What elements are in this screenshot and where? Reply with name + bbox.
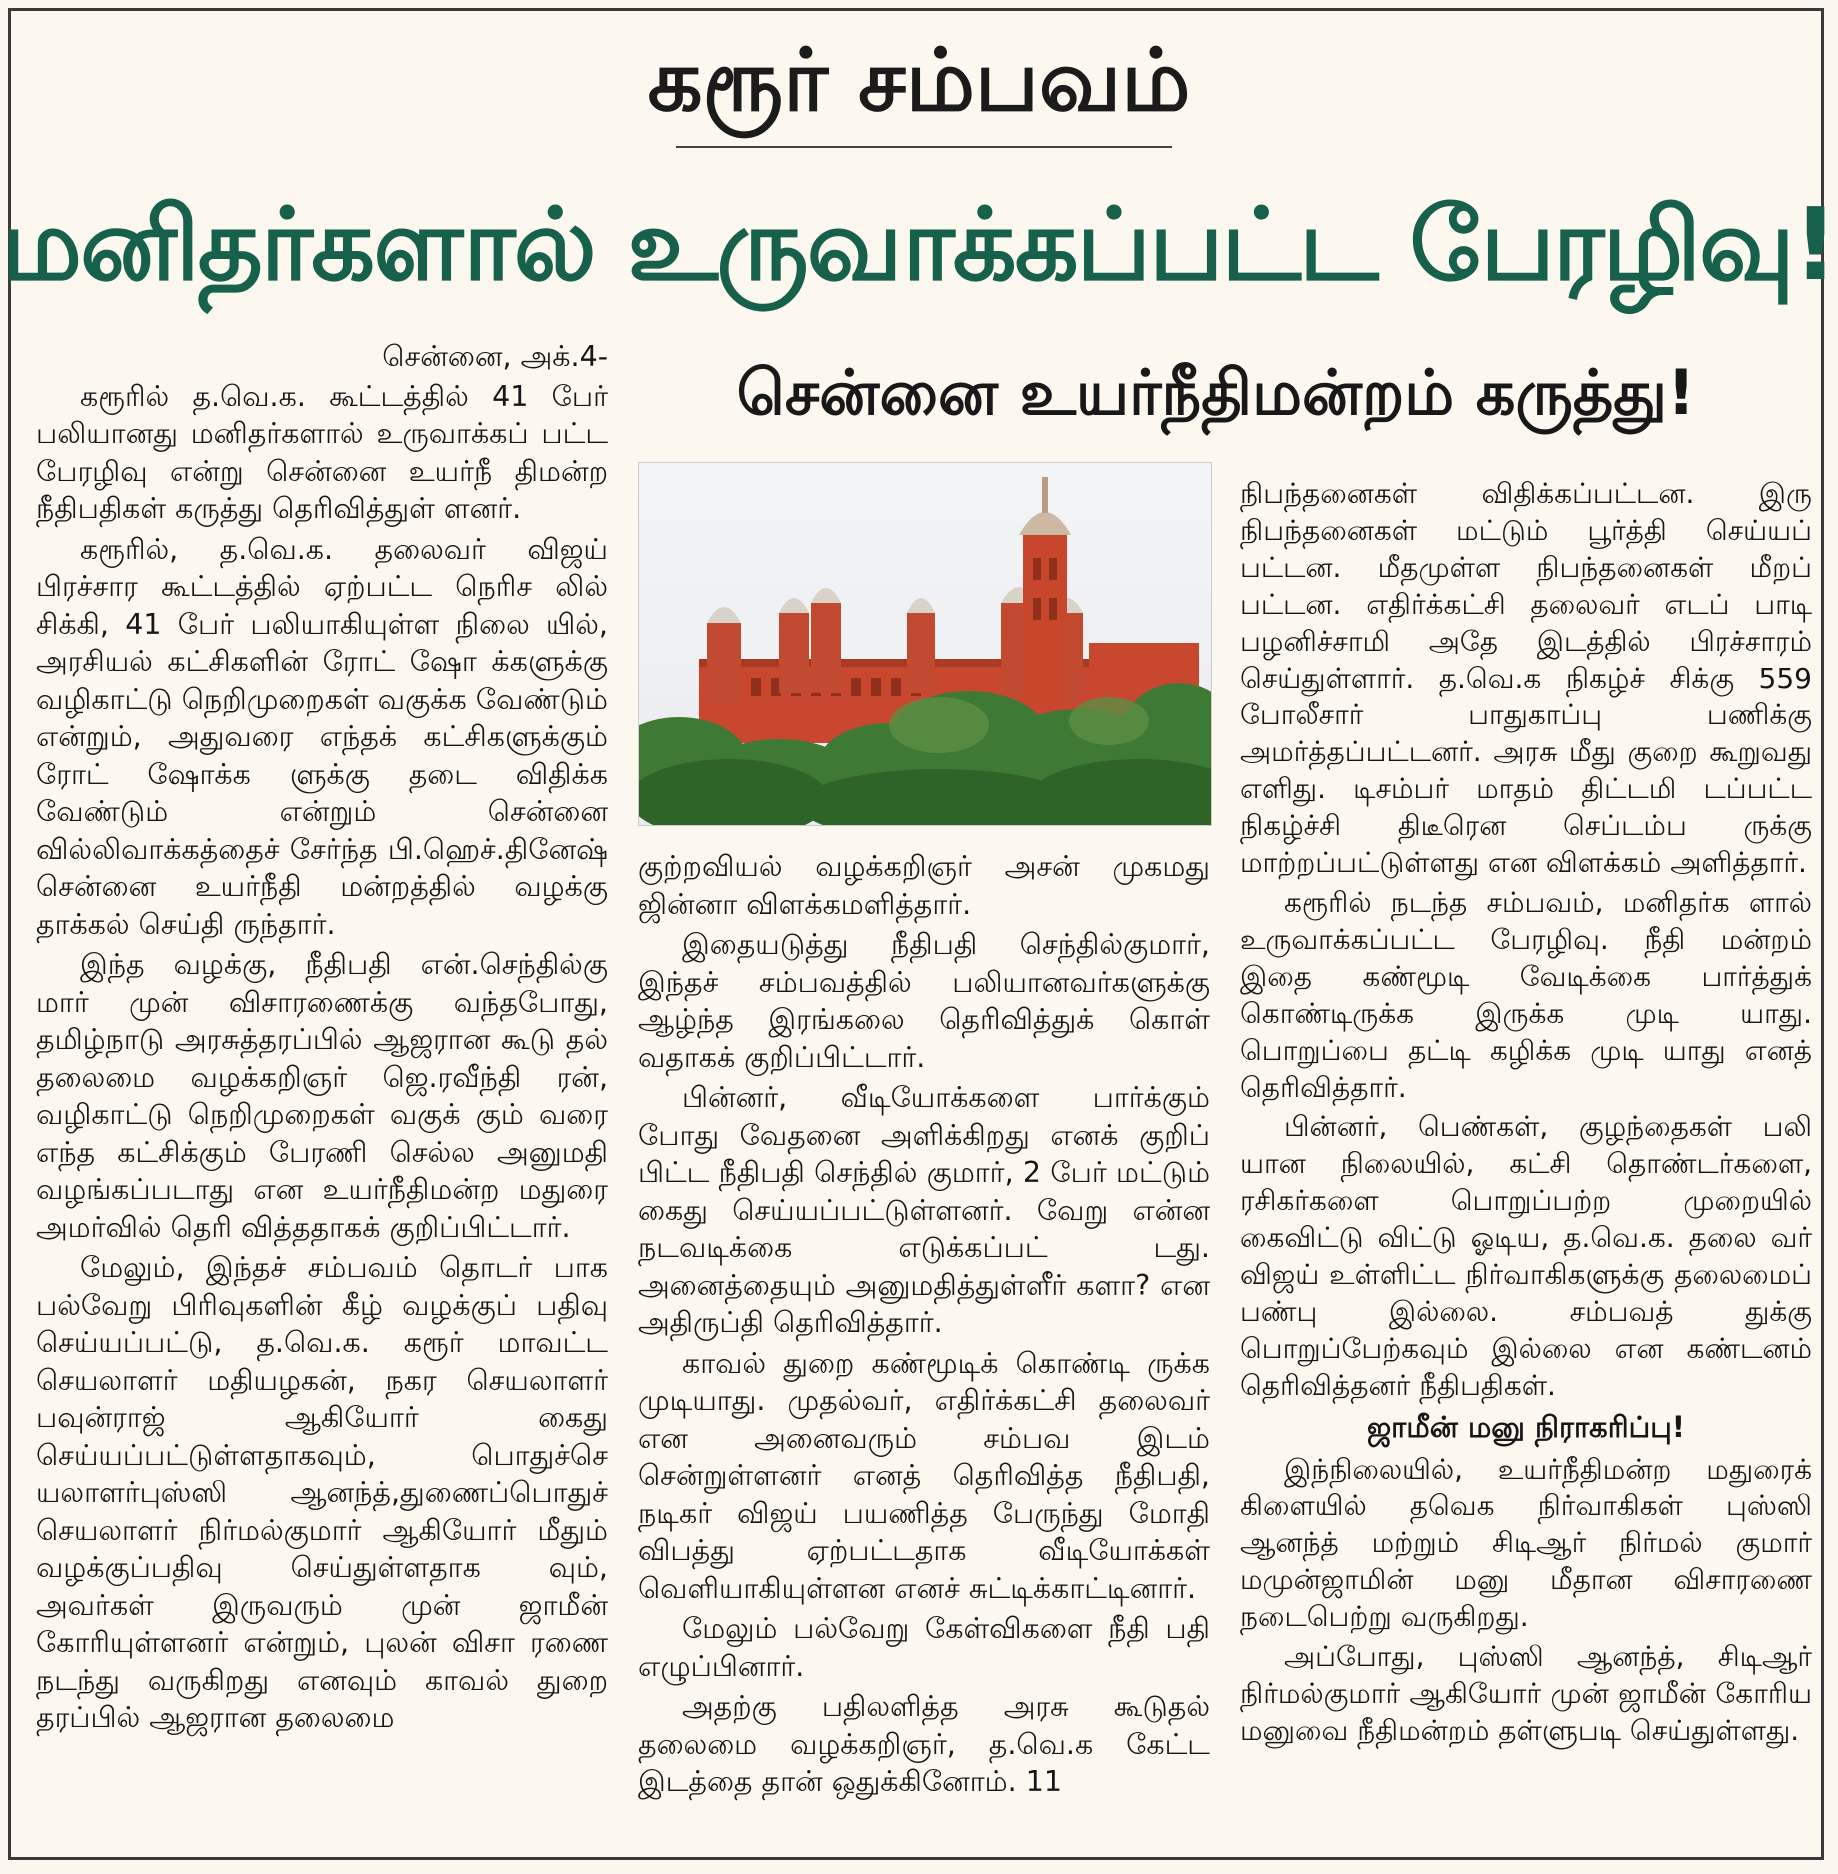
court-building-icon bbox=[639, 463, 1211, 825]
kicker-underline bbox=[676, 146, 1172, 148]
paragraph: கரூரில், த.வெ.க. தலைவர் விஜய் பிரச்சார கூட்டத்தில் ஏற்பட்ட நெரிச லில் சிக்கி, 41 பேர் பலியாகியுள்ள நிலை யில், அரசியல் கட்சிகளின் ரோட் ஷோ க்களுக்கு வழிகாட்டு நெறிமுறைகள் வகுக்க வேண்டும் என்றும், அதுவரை எந்தக் கட்சிகளுக்கும் ரோட் ஷோக்க ளுக்கு தடை விதிக்க வேண்டும் என்றும் சென்னை வில்லிவாக்கத்தைச் சேர்ந்த பி.ஹெச்.தினேஷ் சென்னை உயர்நீதி மன்றத்தில் வழக்கு தாக்கல் செய்தி ருந்தார். bbox=[36, 532, 608, 941]
sub-headline: சென்னை உயர்நீதிமன்றம் கருத்து! bbox=[736, 356, 1696, 429]
paragraph: காவல் துறை கண்மூடிக் கொண்டி ருக்க முடியாது. முதல்வர், எதிர்க்கட்சி தலைவர் என அனைவரும் சம்பவ இடம் சென்றுள்ளனர் எனத் தெரிவித்த நீதிபதி, நடிகர் விஜய் பயணித்த பேருந்து மோதி விபத்து ஏற்பட்டதாக வீடியோக்கள் வெளியாகியுள்ளன எனச் சுட்டிக்காட்டினார். bbox=[638, 1346, 1210, 1605]
dateline: சென்னை, அக்.4- bbox=[382, 340, 608, 373]
article-column-3 bbox=[1240, 476, 1812, 1753]
paragraph: இந்த வழக்கு, நீதிபதி என்.செந்தில்கு மார் முன் விசாரணைக்கு வந்தபோது, தமிழ்நாடு அரசுத்தரப்பில் ஆஜரான கூடு தல் தலைமை வழக்கறிஞர் ஜெ.ரவீந்தி ரன், வழிகாட்டு நெறிமுறைகள் வகுக் கும் வரை எந்த கட்சிக்கும் பேரணி செல்ல அனுமதி வழங்கப்படாது என உயர்நீதிமன்ற மதுரை அமர்வில் தெரி வித்ததாகக் குறிப்பிட்டார். bbox=[36, 948, 608, 1244]
paragraph: இந்நிலையில், உயர்நீதிமன்ற மதுரைக் கிளையில் தவெக நிர்வாகிகள் புஸ்ஸி ஆனந்த் மற்றும் சிடிஆர் நிர்மல் குமார் மமுன்ஜாமின் மனு மீதான விசாரணை நடைபெற்று வருகிறது. bbox=[1240, 1452, 1812, 1634]
main-headline: மனிதர்களால் உருவாக்கப்பட்ட பேரழிவு! bbox=[1, 186, 1837, 303]
paragraph: மேலும் பல்வேறு கேள்விகளை நீதி பதி எழுப்பினார். bbox=[638, 1612, 1210, 1683]
paragraph: இதையடுத்து நீதிபதி செந்தில்குமார், இந்தச் சம்பவத்தில் பலியானவர்களுக்கு ஆழ்ந்த இரங்கலை தெரிவித்துக் கொள் வதாகக் குறிப்பிட்டார். bbox=[638, 928, 1210, 1074]
paragraph: மேலும், இந்தச் சம்பவம் தொடர் பாக பல்வேறு பிரிவுகளின் கீழ் வழக்குப் பதிவு செய்யப்பட்டு, த.வெ.க. கரூர் மாவட்ட செயலாளர் மதியழகன், நகர செயலாளர் பவுன்ராஜ் ஆகியோர் கைது செய்யப்பட்டுள்ளதாகவும், பொதுச்செ யலாளர்புஸ்ஸி ஆனந்த்,துணைப்பொதுச் செயலாளர் நிர்மல்குமார் ஆகியோர் மீதும் வழக்குப்பதிவு செய்துள்ளதாக வும், அவர்கள் இருவரும் முன் ஜாமீன் கோரியுள்ளனர் என்றும், புலன் விசா ரணை நடந்து வருகிறது எனவும் காவல் துறை தரப்பில் ஆஜரான தலைமை bbox=[36, 1251, 608, 1734]
paragraph: பின்னர், வீடியோக்களை பார்க்கும் போது வேதனை அளிக்கிறது எனக் குறிப் பிட்ட நீதிபதி செந்தில் குமார், 2 பேர் மட்டும் கைது செய்யப்பட்டுள்ளனர். வேறு என்ன நடவடிக்கை எடுக்கப்பட் டது. அனைத்தையும் அனுமதித்துள்ளீர் களா? என அதிருப்தி தெரிவித்தார். bbox=[638, 1081, 1210, 1339]
paragraph: கரூரில் நடந்த சம்பவம், மனிதர்க ளால் உருவாக்கப்பட்ட பேரழிவு. நீதி மன்றம் இதை கண்மூடி வேடிக்கை பார்த்துக் கொண்டிருக்க இருக்க முடி யாது. பொறுப்பை தட்டி கழிக்க முடி யாது எனத் தெரிவித்தார். bbox=[1240, 885, 1812, 1104]
article-column-1 bbox=[36, 338, 608, 1740]
court-building-image bbox=[638, 462, 1212, 826]
paragraph: நிபந்தனைகள் விதிக்கப்பட்டன. இரு நிபந்தனைகள் மட்டும் பூர்த்தி செய்யப் பட்டன. மீதமுள்ள நிபந்தனைகள் மீறப் பட்டன. எதிர்க்கட்சி தலைவர் எடப் பாடி பழனிச்சாமி அதே இடத்தில் பிரச்சாரம் செய்துள்ளார். த.வெ.க நிகழ்ச் சிக்கு 559 போலீசார் பாதுகாப்பு பணிக்கு அமர்த்தப்பட்டனர். அரசு மீது குறை கூறுவது எளிது. டிசம்பர் மாதம் திட்டமி டப்பட்ட நிகழ்ச்சி திடீரென செப்டம்ப ருக்கு மாற்றப்பட்டுள்ளது என விளக்கம் அளித்தார். bbox=[1240, 477, 1812, 880]
kicker-title: கரூர் சம்பவம் bbox=[647, 31, 1191, 131]
article-column-2 bbox=[638, 848, 1210, 1804]
paragraph: குற்றவியல் வழக்கறிஞர் அசன் முகமது ஜின்னா விளக்கமளித்தார். bbox=[638, 850, 1210, 921]
side-heading: ஜாமீன் மனு நிராகரிப்பு! bbox=[1366, 1409, 1685, 1444]
paragraph: அதற்கு பதிலளித்த அரசு கூடுதல் தலைமை வழக்கறிஞர், த.வெ.க கேட்ட இடத்தை தான் ஒதுக்கினோம். 11 bbox=[638, 1690, 1210, 1798]
paragraph: அப்போது, புஸ்ஸி ஆனந்த், சிடிஆர் நிர்மல்குமார் ஆகியோர் முன் ஜாமீன் கோரிய மனுவை நீதிமன்றம் தள்ளுபடி செய்துள்ளது. bbox=[1240, 1640, 1812, 1747]
paragraph: பின்னர், பெண்கள், குழந்தைகள் பலி யான நிலையில், கட்சி தொண்டர்களை, ரசிகர்களை பொறுப்பற்ற முறையில் கைவிட்டு விட்டு ஓடிய, த.வெ.க. தலை வர் விஜய் உள்ளிட்ட நிர்வாகிகளுக்கு தலைமைப் பண்பு இல்லை. சம்பவத் துக்கு பொறுப்பேற்கவும் இல்லை என கண்டனம் தெரிவித்தனர் நீதிபதிகள். bbox=[1240, 1110, 1812, 1402]
paragraph: கரூரில் த.வெ.க. கூட்டத்தில் 41 பேர் பலியானது மனிதர்களால் உருவாக்கப் பட்ட பேரழிவு என்று சென்னை உயர்நீ திமன்ற நீதிபதிகள் கருத்து தெரிவித்துள் ளனர். bbox=[36, 379, 608, 525]
